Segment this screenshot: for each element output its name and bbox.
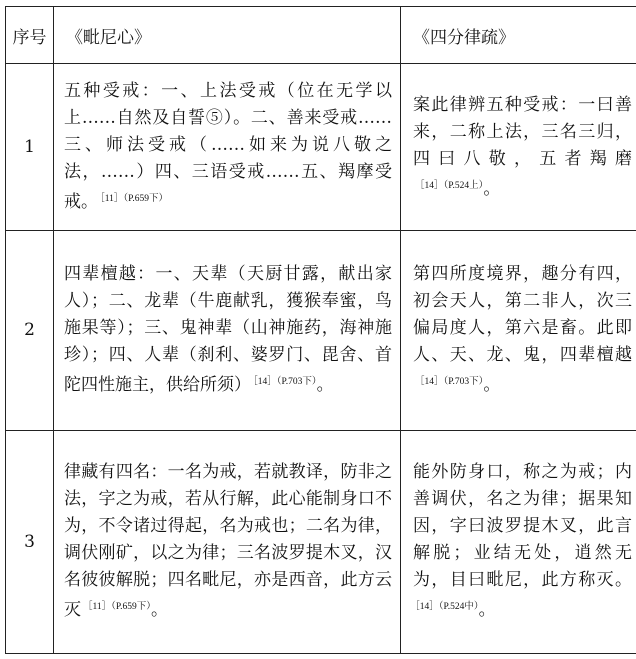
citation: ［14］（P.524中） (415, 602, 479, 613)
citation: ［14］（P.524上） (415, 180, 484, 191)
vinaya-text: 四辈檀越：一、天辈（天厨甘露，献出家人）；二、龙辈（牛鹿献乳，獲猴奉蜜，鸟施果等）；三、鬼神辈（山神施药，海神施珍）；四、人辈（刹利、婆罗门、毘舍、首陀四性施主，供给所须） (64, 264, 392, 396)
citation: ［14］（P.703下） (253, 377, 317, 388)
citation: ［11］（P.659下） (83, 602, 152, 613)
comparison-table (5, 6, 636, 654)
sifen-cell (401, 231, 636, 430)
sifen-text: 第四所度境界，趣分有四，初会天人，第二非人，次三偏局度人，第六是畜。此即人、天、龙、鬼，四辈檀越 (413, 264, 632, 366)
row-index: 2 (6, 231, 54, 430)
table-row (6, 430, 636, 653)
sifen-cell (401, 430, 636, 653)
header-row (6, 7, 636, 64)
header-index: 序号 (6, 7, 54, 64)
header-sifen: 《四分律疏》 (401, 7, 636, 64)
sifen-text: 案此律辨五种受戒：一曰善来，二称上法，三名三归，四曰八敬，五者羯磨 (413, 94, 632, 169)
row-index: 3 (6, 430, 54, 653)
sifen-end: 。 (483, 375, 501, 396)
citation: ［11］（P.659下） (100, 194, 169, 205)
sifen-end: 。 (478, 600, 496, 621)
table-row (6, 231, 636, 430)
vinaya-end: 。 (151, 600, 169, 621)
sifen-text: 能外防身口，称之为戒；内善调伏，名之为律；据果知因，字曰波罗提木叉，此言解脱；业结无处，逍然无为，目曰毗尼，此方称灭。 (413, 462, 632, 591)
sifen-cell (401, 64, 636, 231)
header-vinaya: 《毗尼心》 (54, 7, 401, 64)
vinaya-cell (54, 430, 401, 653)
citation: ［14］（P.703下） (415, 377, 484, 388)
vinaya-end: 。 (316, 375, 334, 396)
row-index: 1 (6, 64, 54, 231)
table-row (6, 64, 636, 231)
vinaya-cell (54, 64, 401, 231)
vinaya-cell (54, 231, 401, 430)
vinaya-text: 律藏有四名：一名为戒，若就教译，防非之法，字之为戒，若从行解，此心能制身口不为，不令诸过得起，名为戒也；二名为律，调伏刚矿，以之为律；三名波罗提木叉，汉名彼彼解脱；四名毗尼，亦是西音，此方云灭 (64, 462, 392, 621)
sifen-end: 。 (483, 178, 501, 199)
vinaya-text: 五种受戒：一、上法受戒（位在无学以上……自然及自誓⑤）。二、善来受戒……三、师法受戒（……如来为说八敬之法，……）四、三语受戒……五、羯摩受戒。 (64, 81, 392, 213)
